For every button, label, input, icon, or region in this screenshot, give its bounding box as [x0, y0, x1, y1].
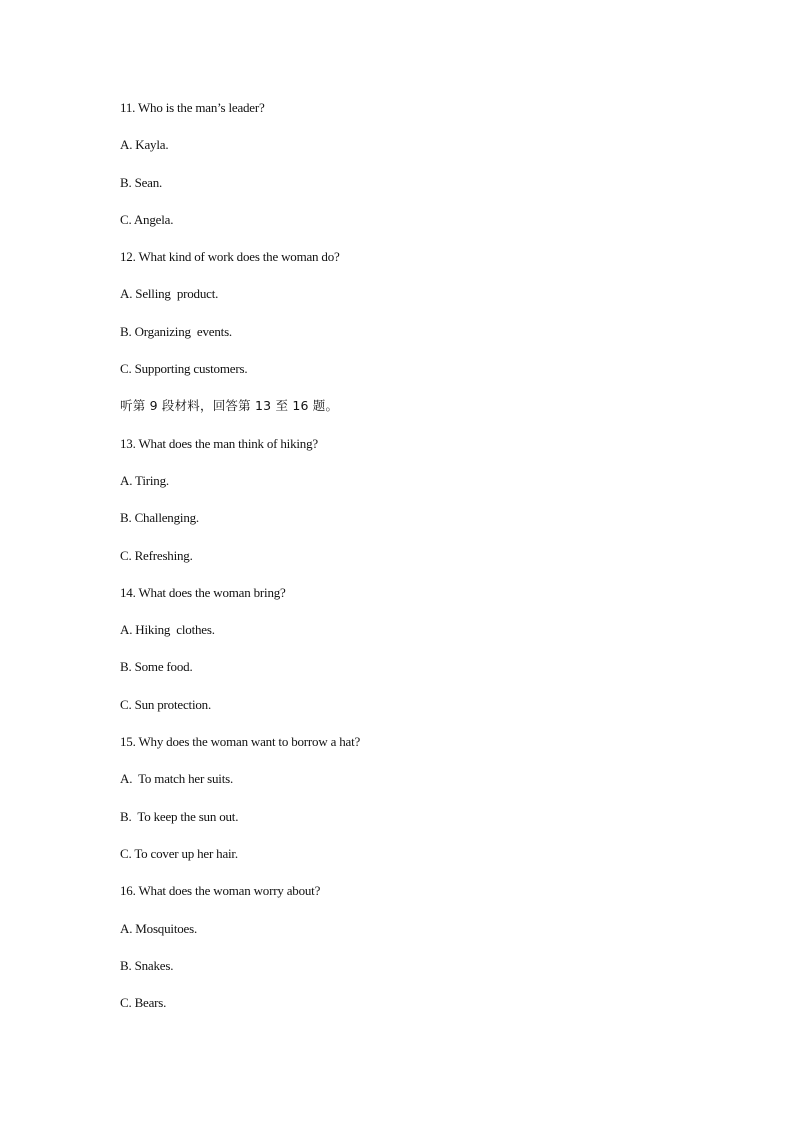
option-15a: A. To match her suits. — [120, 771, 234, 787]
option-15b: B. To keep the sun out. — [120, 808, 239, 824]
option-12a: A. Selling product. — [120, 286, 219, 302]
option-11c: C. Angela. — [120, 211, 174, 227]
option-13b: B. Challenging. — [120, 510, 199, 526]
option-12b: B. Organizing events. — [120, 323, 232, 339]
option-12c: C. Supporting customers. — [120, 361, 248, 377]
option-16c: C. Bears. — [120, 995, 167, 1011]
option-14b: B. Some food. — [120, 659, 193, 675]
question-15: 15. Why does the woman want to borrow a hat? — [120, 734, 361, 750]
option-11a: A. Kayla. — [120, 137, 169, 153]
question-12: 12. What kind of work does the woman do? — [120, 249, 340, 265]
option-14c: C. Sun protection. — [120, 696, 212, 712]
question-14: 14. What does the woman bring? — [120, 584, 286, 600]
option-11b: B. Sean. — [120, 174, 163, 190]
option-13c: C. Refreshing. — [120, 547, 193, 563]
question-13: 13. What does the man think of hiking? — [120, 435, 318, 451]
option-14a: A. Hiking clothes. — [120, 622, 215, 638]
question-16: 16. What does the woman worry about? — [120, 883, 321, 899]
option-16a: A. Mosquitoes. — [120, 920, 198, 936]
question-list — [120, 99, 680, 1031]
section-instruction: 听第 9 段材料，回答第 13 至 16 题。 — [120, 398, 339, 414]
option-16b: B. Snakes. — [120, 957, 174, 973]
option-13a: A. Tiring. — [120, 472, 169, 488]
option-15c: C. To cover up her hair. — [120, 845, 238, 861]
question-11: 11. Who is the man’s leader? — [120, 100, 265, 115]
